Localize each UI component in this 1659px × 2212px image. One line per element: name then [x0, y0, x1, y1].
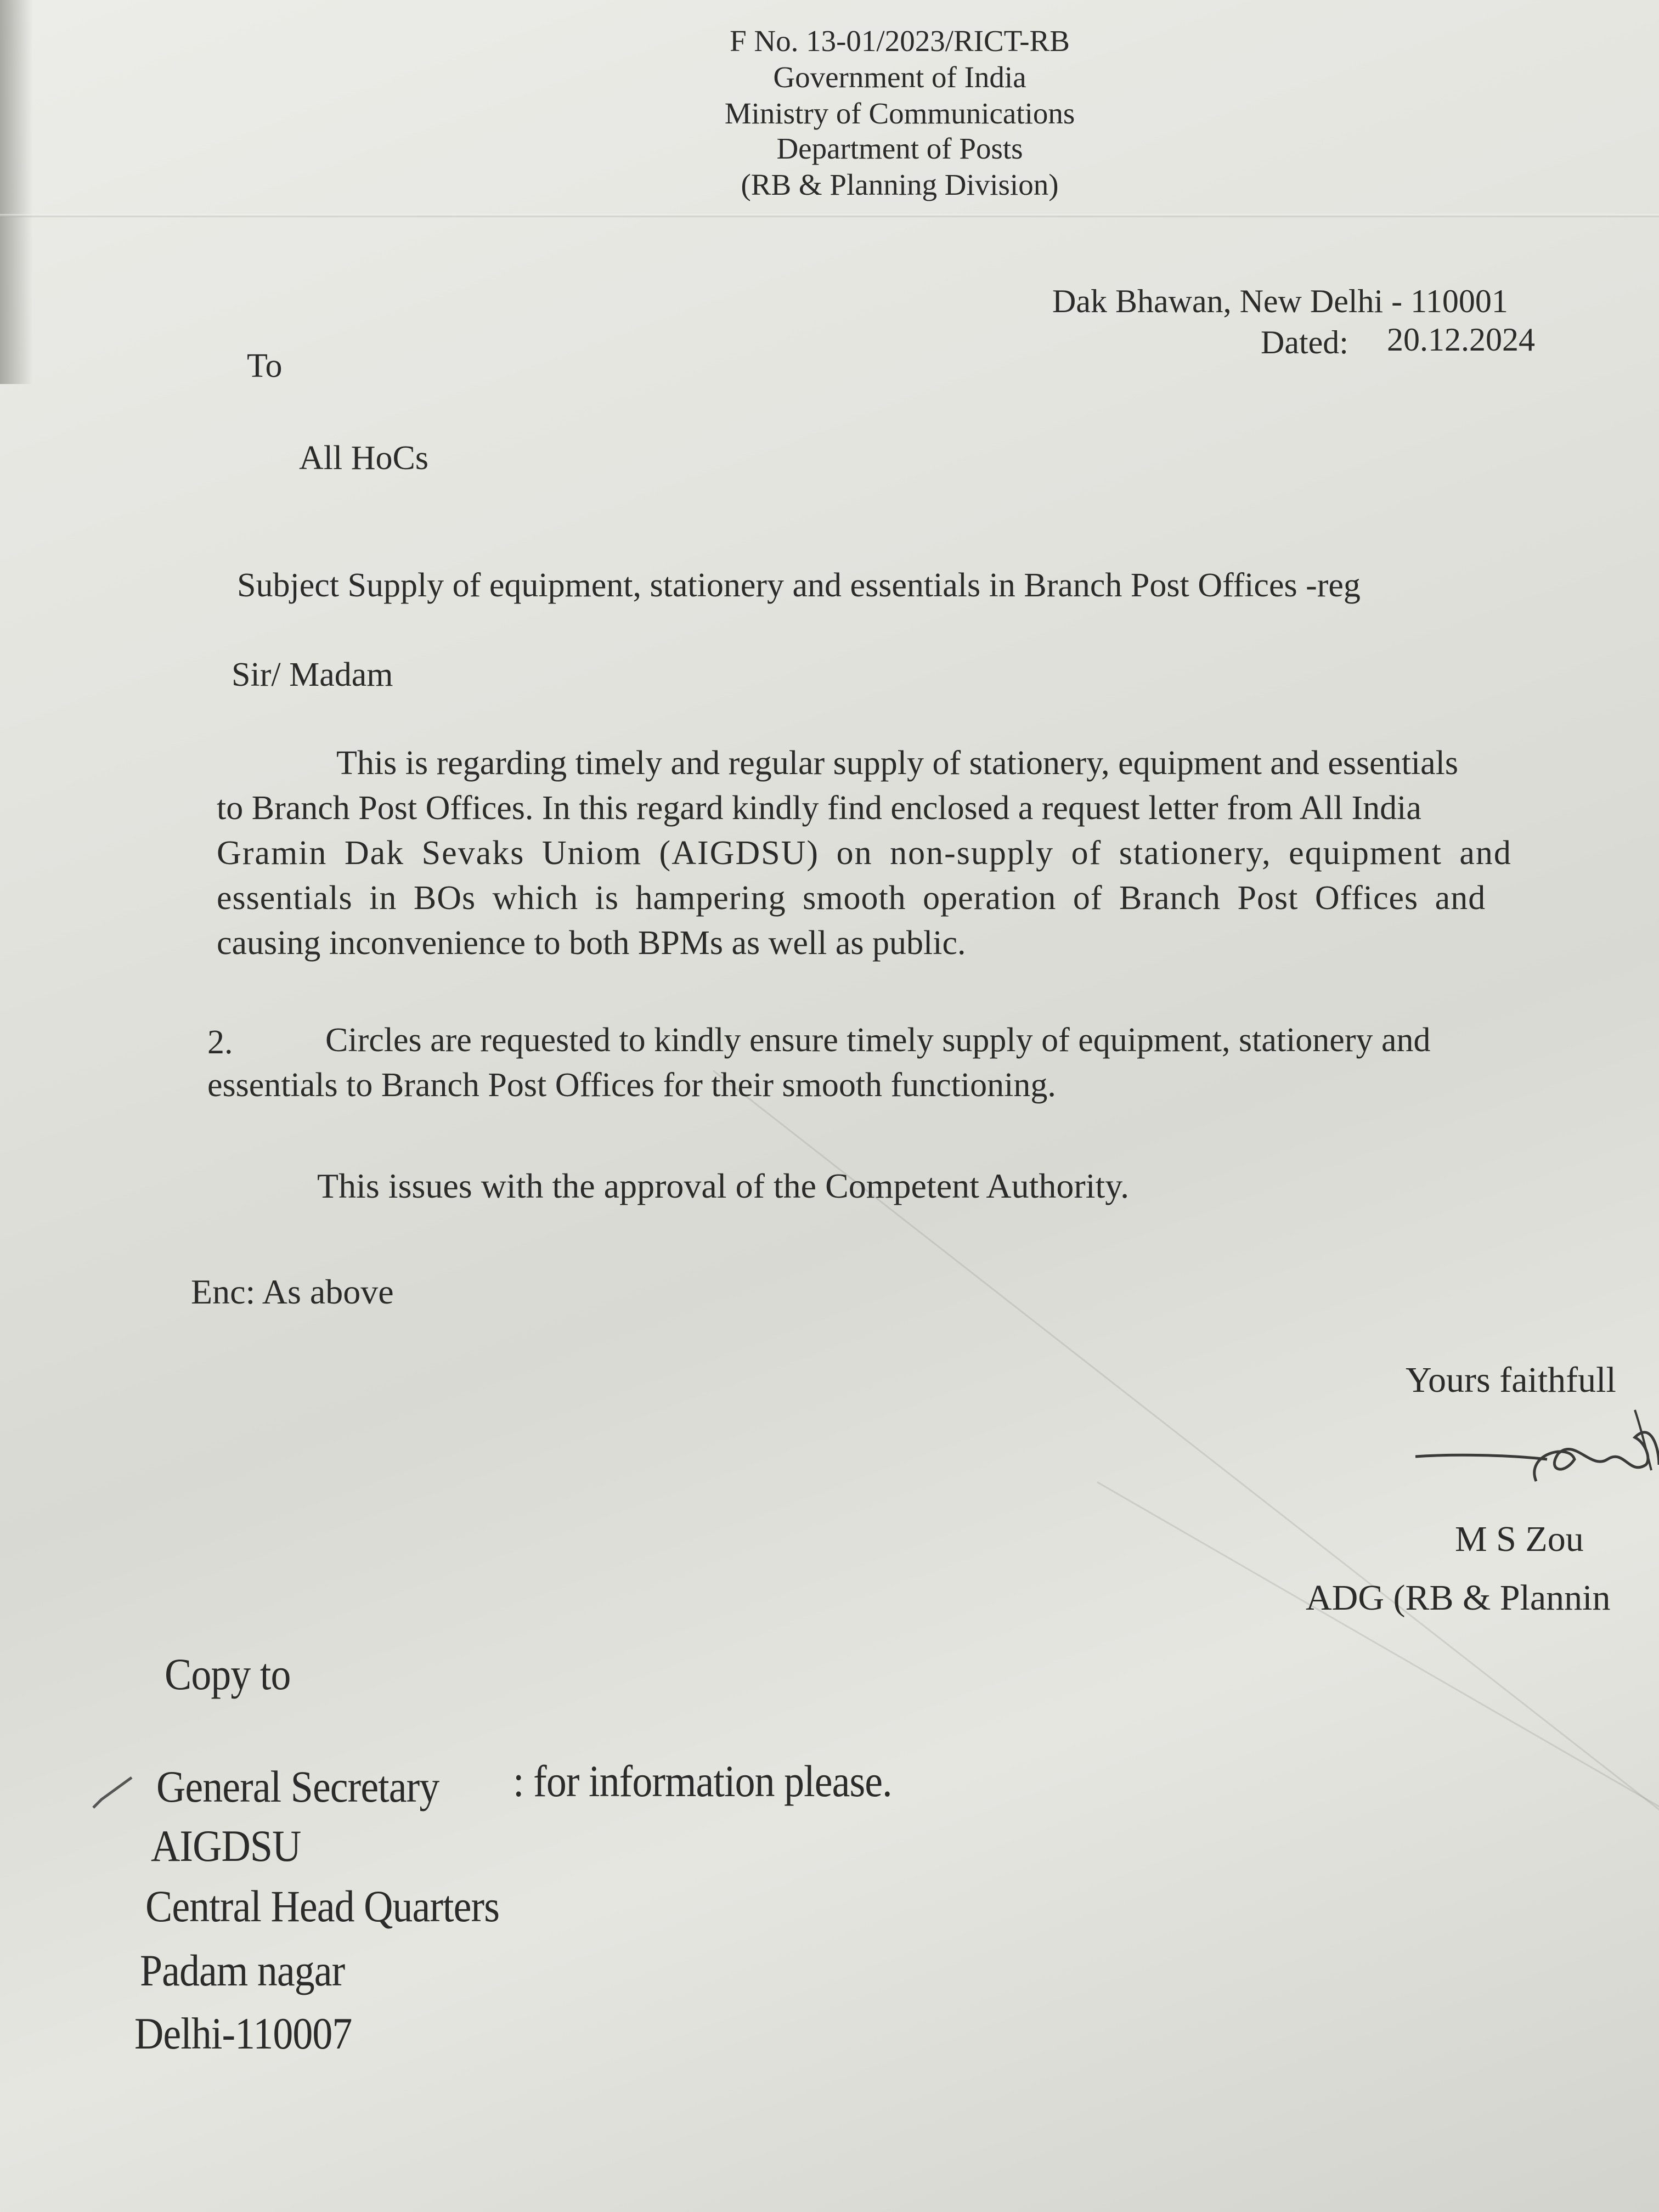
copy-address-line: Central Head Quarters — [145, 1881, 500, 1931]
tick-mark-icon — [91, 1775, 134, 1813]
dated-label: Dated: — [1261, 324, 1348, 360]
signature-scribble — [1410, 1404, 1659, 1514]
place: Dak Bhawan, New Delhi - 110001 — [1052, 283, 1508, 319]
paragraph-1 — [217, 741, 1512, 966]
subject-line: Subject Supply of equipment, stationery and essentials in Branch Post Offices -reg — [237, 567, 1361, 604]
paragraph-1-line: causing inconvenience to both BPMs as well as public. — [217, 924, 966, 962]
paragraph-2 — [207, 1018, 1431, 1108]
copy-address-line: Padam nagar — [140, 1945, 345, 1995]
copy-note: : for information please. — [513, 1756, 892, 1806]
salutation: Sir/ Madam — [232, 656, 393, 693]
header-government: Government of India — [773, 60, 1026, 94]
paragraph-1-line: Gramin Dak Sevaks Uniom (AIGDSU) on non-supply of stationery, equipment and — [217, 834, 1512, 872]
signatory-name: M S Zou — [1455, 1519, 1584, 1559]
header-ministry: Ministry of Communications — [724, 97, 1075, 130]
paragraph-2-line: Circles are requested to kindly ensure timely supply of equipment, stationery and — [325, 1022, 1431, 1059]
paragraph-2-line: essentials to Branch Post Offices for their smooth functioning. — [207, 1066, 1056, 1104]
copy-to-label: Copy to — [165, 1649, 291, 1699]
addressee: All HoCs — [299, 439, 428, 477]
paragraph-2-number: 2. — [207, 1024, 233, 1061]
copy-address-line: Delhi-110007 — [134, 2008, 352, 2058]
copy-recipient: General Secretary — [156, 1762, 439, 1812]
signatory-designation: ADG (RB & Plannin — [1306, 1578, 1611, 1618]
enclosure: Enc: As above — [191, 1272, 394, 1311]
paragraph-1-line: to Branch Post Offices. In this regard kindly find enclosed a request letter from All India — [217, 789, 1421, 827]
letter-date: 20.12.2024 — [1387, 321, 1535, 358]
paragraph-1-line: essentials in BOs which is hampering smooth operation of Branch Post Offices and — [217, 879, 1486, 917]
paragraph-1-line: This is regarding timely and regular supply of stationery, equipment and essentials — [336, 744, 1458, 782]
page-shadow — [0, 0, 33, 384]
header-department: Department of Posts — [776, 132, 1023, 165]
to-label: To — [247, 347, 283, 385]
closing: Yours faithfull — [1406, 1360, 1616, 1400]
approval-line: This issues with the approval of the Competent Authority. — [317, 1166, 1130, 1205]
copy-address-line: AIGDSU — [151, 1821, 301, 1871]
header-division: (RB & Planning Division) — [741, 168, 1059, 201]
horizontal-fold — [0, 214, 1659, 217]
file-number: F No. 13-01/2023/RICT-RB — [730, 24, 1070, 58]
